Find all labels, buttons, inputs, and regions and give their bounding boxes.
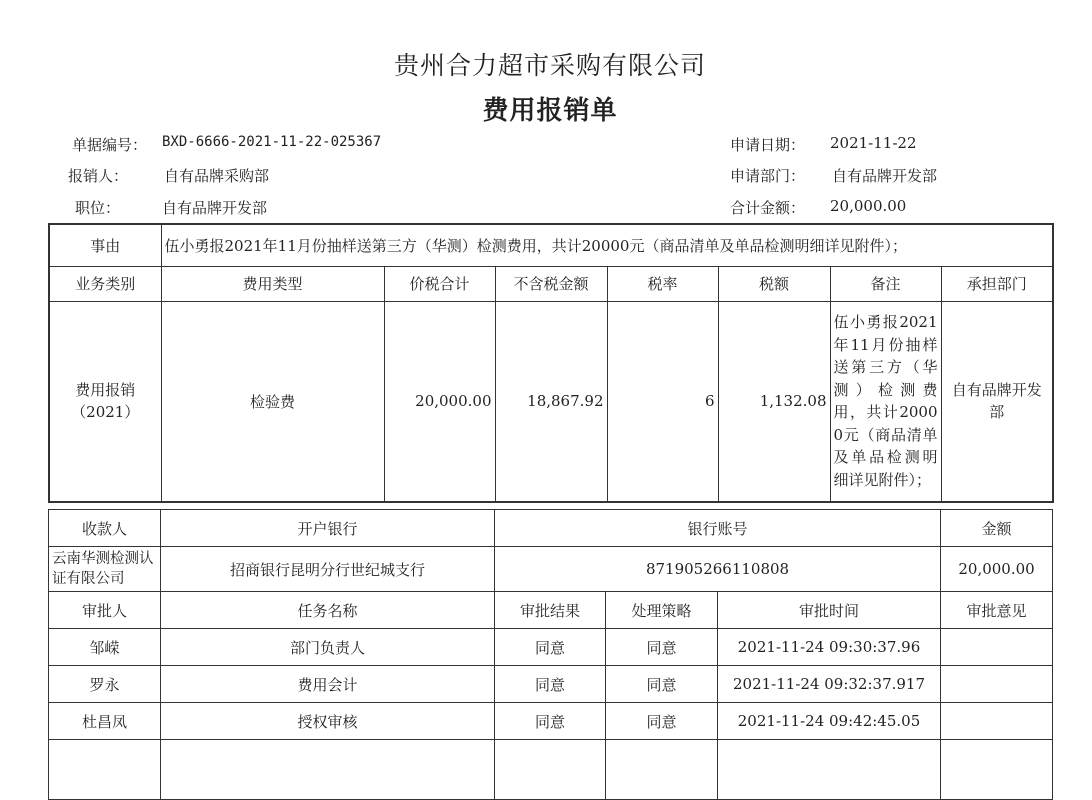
approval-approver: 杜昌凤 <box>49 703 161 740</box>
approval-row <box>49 666 1053 703</box>
apply-date-value: 2021-11-22 <box>830 134 917 152</box>
payee-row <box>49 547 1053 592</box>
header-bank: 开户银行 <box>161 510 495 547</box>
approval-approver: 邹嵘 <box>49 629 161 666</box>
expense-remark: 伍小勇报2021年11月份抽样送第三方（华测）检测费用，共计20000元（商品清单及单品检测明细详见附件）； <box>830 301 941 502</box>
position-label: 职位： <box>74 199 120 217</box>
doc-no-label: 单据编号： <box>71 136 147 154</box>
header-result: 审批结果 <box>495 592 606 629</box>
expense-dept: 自有品牌开发部 <box>941 301 1053 502</box>
expense-table <box>48 223 1054 503</box>
header-account: 银行账号 <box>495 510 941 547</box>
approval-approver <box>49 740 161 800</box>
apply-date-label: 申请日期： <box>729 136 805 154</box>
expense-tax-amount: 1,132.08 <box>718 301 830 502</box>
expense-tax-rate: 6 <box>607 301 718 502</box>
doc-no-value: BXD-6666-2021-11-22-025367 <box>162 134 382 150</box>
approval-time <box>718 740 941 800</box>
header-dept: 承担部门 <box>941 266 1053 301</box>
payee-amount: 20,000.00 <box>941 547 1053 592</box>
header-payee: 收款人 <box>49 510 161 547</box>
approval-approver: 罗永 <box>49 666 161 703</box>
approval-time: 2021-11-24 09:30:37.96 <box>718 629 941 666</box>
approval-strategy <box>606 740 718 800</box>
expense-total-with-tax: 20,000.00 <box>384 301 495 502</box>
header-task: 任务名称 <box>161 592 495 629</box>
header-approver: 审批人 <box>49 592 161 629</box>
payee-account: 871905266110808 <box>495 547 941 592</box>
payee-bank: 招商银行昆明分行世纪城支行 <box>161 547 495 592</box>
header-amount: 金额 <box>941 510 1053 547</box>
expense-header-row <box>49 266 1053 301</box>
approval-task <box>161 740 495 800</box>
approval-task: 授权审核 <box>161 703 495 740</box>
applicant-label: 报销人： <box>67 167 128 185</box>
header-strategy: 处理策略 <box>606 592 718 629</box>
approval-time: 2021-11-24 09:42:45.05 <box>718 703 941 740</box>
expense-type: 检验费 <box>161 301 384 502</box>
reason-text: 伍小勇报2021年11月份抽样送第三方（华测）检测费用，共计20000元（商品清单及单品检测明细详见附件）； <box>161 224 1053 266</box>
payee-header-row <box>49 510 1053 547</box>
header-type: 费用类型 <box>161 266 384 301</box>
payee-name: 云南华测检测认证有限公司 <box>49 547 161 592</box>
apply-dept-value: 自有品牌开发部 <box>832 167 938 185</box>
form-title: 费用报销单 <box>482 96 618 126</box>
payee-approval-table <box>48 509 1053 800</box>
approval-result: 同意 <box>495 629 606 666</box>
approval-opinion <box>941 629 1053 666</box>
approval-opinion <box>941 703 1053 740</box>
expense-row <box>49 301 1053 502</box>
approval-row <box>49 740 1053 800</box>
header-opinion: 审批意见 <box>941 592 1053 629</box>
approval-opinion <box>941 740 1053 800</box>
header-remark: 备注 <box>830 266 941 301</box>
header-category: 业务类别 <box>49 266 161 301</box>
reason-label: 事由 <box>49 224 161 266</box>
applicant-value: 自有品牌采购部 <box>164 167 270 185</box>
header-total-with-tax: 价税合计 <box>384 266 495 301</box>
approval-time: 2021-11-24 09:32:37.917 <box>718 666 941 703</box>
company-title: 贵州合力超市采购有限公司 <box>393 51 706 80</box>
approval-opinion <box>941 666 1053 703</box>
approval-strategy: 同意 <box>606 629 718 666</box>
total-label: 合计金额： <box>729 199 805 217</box>
approval-result: 同意 <box>495 666 606 703</box>
total-value: 20,000.00 <box>830 197 907 215</box>
header-tax-amount: 税额 <box>718 266 830 301</box>
approval-task: 费用会计 <box>161 666 495 703</box>
approval-task: 部门负责人 <box>161 629 495 666</box>
header-amount-ex-tax: 不含税金额 <box>495 266 607 301</box>
approval-row <box>49 629 1053 666</box>
approval-strategy: 同意 <box>606 666 718 703</box>
approval-strategy: 同意 <box>606 703 718 740</box>
apply-dept-label: 申请部门： <box>729 167 805 185</box>
position-value: 自有品牌开发部 <box>162 199 268 217</box>
header-time: 审批时间 <box>718 592 941 629</box>
expense-category: 费用报销（2021） <box>49 301 161 502</box>
header-tax-rate: 税率 <box>607 266 718 301</box>
approval-result: 同意 <box>495 703 606 740</box>
expense-amount-ex-tax: 18,867.92 <box>495 301 607 502</box>
approval-result <box>495 740 606 800</box>
approval-header-row <box>49 592 1053 629</box>
approval-row <box>49 703 1053 740</box>
